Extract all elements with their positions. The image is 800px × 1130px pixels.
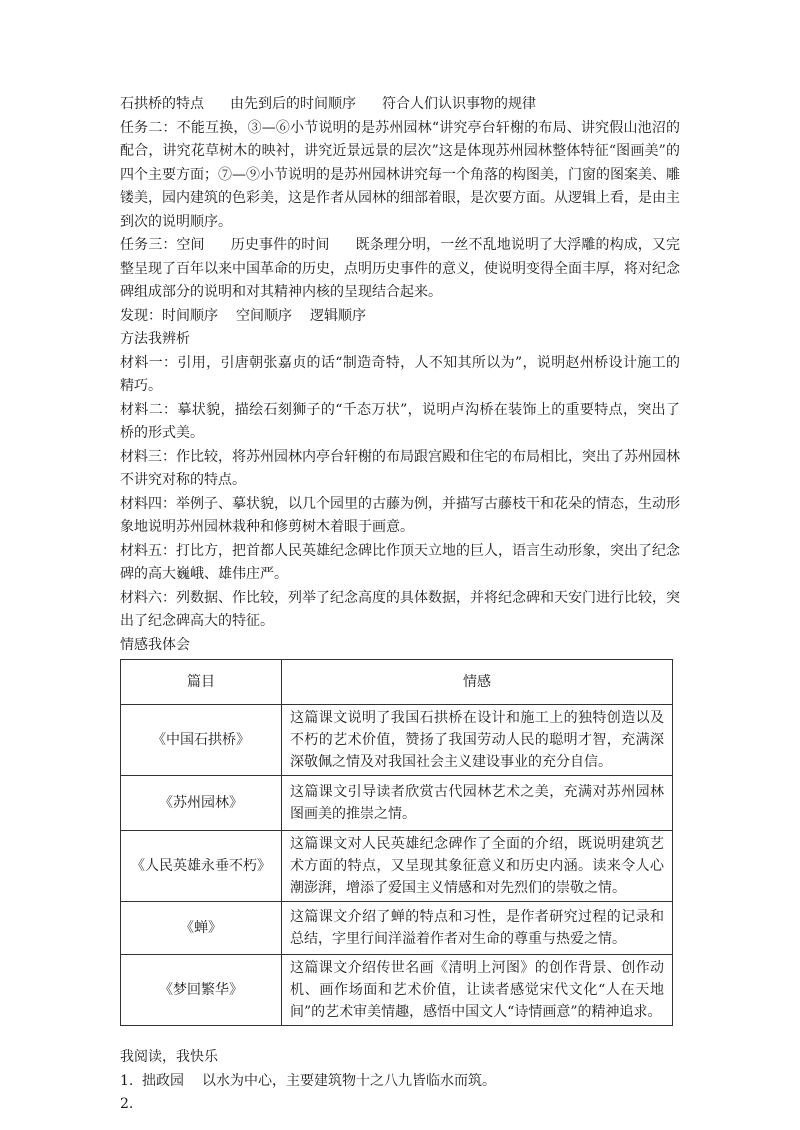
table-header-row (121, 660, 673, 705)
article-title: 《梦回繁华》 (121, 955, 282, 1026)
article-emotion: 这篇课文介绍传世名画《清明上河图》的创作背景、创作动机、画作场面和艺术价值，让读者感觉宋代文化“人在天地间”的艺术审美情趣，感悟中国文人“诗情画意”的精神追求。 (282, 955, 673, 1026)
material-one: 材料一：引用，引唐朝张嘉贞的话“制造奇特，人不知其所以为”，说明赵州桥设计施工的精巧。 (120, 354, 680, 394)
table-row (121, 776, 673, 831)
article-emotion: 这篇课文介绍了蝉的特点和习性，是作者研究过程的记录和总结，字里行间洋溢着作者对生命的尊重与热爱之情。 (282, 902, 673, 955)
task-three-time: 历史事件的时间 (230, 237, 330, 253)
table-row (121, 831, 673, 902)
article-title: 《中国石拱桥》 (121, 705, 282, 776)
column-header-emotion: 情感 (282, 660, 673, 705)
material-six: 材料六：列数据、作比较，列举了纪念高度的具体数据，并将纪念碑和天安门进行比较，突出了纪念碑高大的特征。 (120, 589, 680, 629)
column-header-title: 篇目 (121, 660, 282, 705)
line-text: 石拱桥的特点 (120, 96, 204, 112)
table-row (121, 902, 673, 955)
article-title: 《蝉》 (121, 902, 282, 955)
list-item (120, 1070, 680, 1094)
table-row (121, 705, 673, 776)
article-title: 《人民英雄永垂不朽》 (121, 831, 282, 902)
material-three: 材料三：作比较，将苏州园林内亭台轩榭的布局跟宫殿和住宅的布局相比，突出了苏州园林不讲究对称的特点。 (120, 448, 680, 488)
list-number: 1. (120, 1072, 134, 1089)
reading-heading: 我阅读，我快乐 (120, 1049, 218, 1065)
material-four: 材料四：举例子、摹状貌，以几个园里的古藤为例，并描写古藤枝干和花朵的情态，生动形象地说明苏州园林栽种和修剪树木着眼于画意。 (120, 495, 680, 535)
document-body (120, 93, 680, 1117)
line-text: 符合人们认识事物的规律 (382, 96, 536, 112)
discovery-item: 逻辑顺序 (310, 307, 366, 324)
article-emotion: 这篇课文对人民英雄纪念碑作了全面的介绍，既说明建筑艺术方面的特点，又呈现其象征意义和历史内涵。读来令人心潮澎湃，增添了爱国主义情感和对先烈们的崇敬之情。 (282, 831, 673, 902)
article-emotion: 这篇课文说明了我国石拱桥在设计和施工上的独特创造以及不朽的艺术价值，赞扬了我国劳动人民的聪明才智，充满深深敬佩之情及对我国社会主义建设事业的充分自信。 (282, 705, 673, 776)
emotion-heading: 情感我体会 (120, 636, 190, 653)
article-emotion: 这篇课文引导读者欣赏古代园林艺术之美，充满对苏州园林图画美的推崇之情。 (282, 776, 673, 831)
task-three-text: 既条理分明，一丝不乱地说明了大浮雕的构成，又完整呈现了百年以来中国革命的历史，点明历史事件的意义，使说明变得全面丰厚，将对纪念碑组成部分的说明和对其精神内核的呈现结合起来。 (120, 237, 681, 300)
discovery-line (120, 305, 680, 329)
discovery-item: 空间顺序 (236, 307, 292, 324)
article-title: 《苏州园林》 (121, 776, 282, 831)
list-term: 拙政园 (142, 1072, 184, 1089)
task-three-label: 任务三：空间 (120, 237, 205, 253)
material-two: 材料二：摹状貌，描绘石刻狮子的“千态万状”，说明卢沟桥在装饰上的重要特点，突出了桥的形式美。 (120, 401, 680, 441)
line-text: 由先到后的时间顺序 (230, 96, 356, 112)
task-three-paragraph (120, 234, 680, 305)
method-heading: 方法我辨析 (120, 331, 190, 347)
discovery-item: 发现：时间顺序 (120, 307, 218, 324)
summary-line (120, 93, 680, 117)
list-number: 2. (120, 1096, 134, 1112)
material-five: 材料五：打比方，把首都人民英雄纪念碑比作顶天立地的巨人，语言生动形象，突出了纪念碑的高大巍峨、雄伟庄严。 (120, 542, 680, 582)
list-text: 以水为中心，主要建筑物十之八九皆临水而筑。 (202, 1072, 496, 1089)
list-item (120, 1093, 680, 1117)
emotion-table (120, 659, 673, 1026)
task-two-paragraph: 任务二：不能互换，③—⑥小节说明的是苏州园林“讲究亭台轩榭的布局、讲究假山池沼的配合，讲究花草树木的映衬，讲究近景远景的层次”这是体现苏州园林整体特征“图画美”的四个主要方面；⑦—⑨小节说明的是苏州园林讲究每一个角落的构图美，门窗的图案美、雕镂美，园内建筑的色彩美，这是作者从园林的细部着眼，是次要方面。从逻辑上看，是由主到次的说明顺序。 (120, 119, 680, 230)
table-row (121, 955, 673, 1026)
